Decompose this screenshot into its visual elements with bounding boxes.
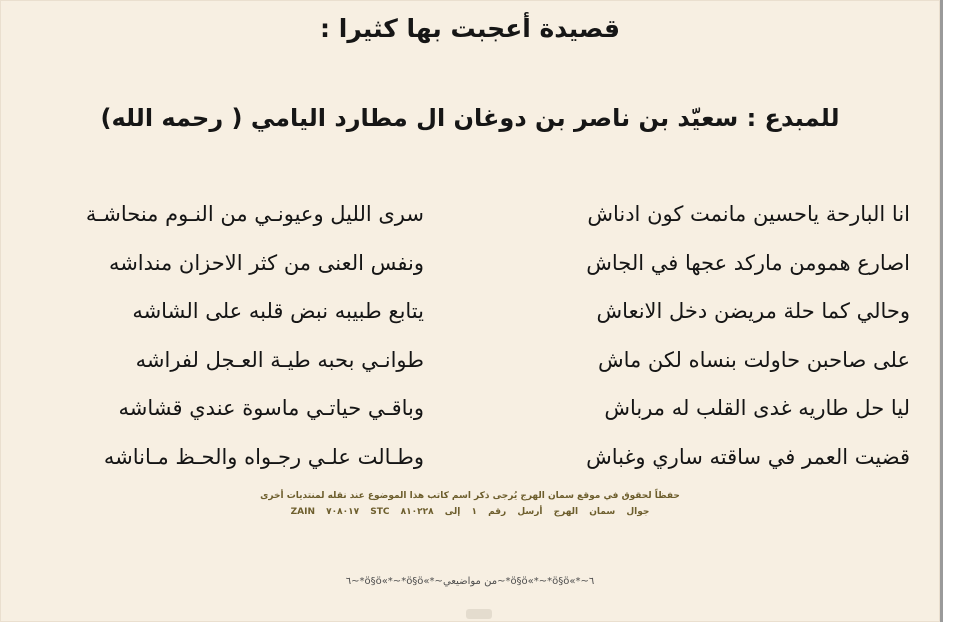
verse-second-hemistich: يتابع طبيبه نبض قلبه علی الشاشه — [132, 299, 424, 324]
verse-second-hemistich: وطـالت علـي رجـواه والحـظ مـاناشه — [103, 444, 424, 469]
verse-second-hemistich: ونفس العنی من کثر الاحزان منداشه — [108, 250, 424, 275]
forum-footer-text: ٦~*ö§ö«*~*ö§ö«*~من مواضيعي~*ö§ö«*~*ö§ö«*~٦ — [345, 576, 595, 587]
verse-row — [0, 287, 940, 336]
verse-first-hemistich: اصارع همومن مارکد عجها في الجاش — [586, 250, 910, 275]
verse-row — [0, 239, 940, 288]
page-edge-strip — [943, 0, 954, 622]
sms-line: جوال سمان الهرج أرسل رقم ١ إلى ٨١٠٢٢٨ STC ٧٠٨٠١٧ ZAIN — [290, 507, 650, 517]
verse-row — [0, 433, 940, 482]
verse-first-hemistich: انا البارحة ياحسين مانمت كون ادناش — [587, 202, 910, 227]
poem-title: قصيدة أعجبت بها كثيرا : — [320, 14, 620, 43]
verse-row — [0, 384, 940, 433]
verse-first-hemistich: علی صاحبن حاولت بنساه لكن ماش — [597, 347, 910, 372]
verse-first-hemistich: قضيت العمر في ساقته ساري وغباش — [586, 444, 910, 469]
verse-first-hemistich: ليا حل طاريه غدى القلب له مرباش — [604, 396, 910, 421]
verse-first-hemistich: وحالي كما حلة مريضن دخل الانعاش — [596, 299, 910, 324]
verse-row — [0, 190, 940, 239]
verse-second-hemistich: طوانـي بحبه طيـة العـجل لفراشه — [135, 347, 424, 372]
poet-name: للمبدع : سعيّد بن ناصر بن دوغان ال مطارد اليامي ( رحمه الله) — [100, 104, 840, 132]
copyright-line: حفظاً لحقوق في موقع سمان الهرج يُرجى ذكر اسم كاتب هذا الموضوع عند نقله لمنتديات أخرى — [260, 491, 680, 501]
verse-row — [0, 336, 940, 385]
copyright-notice — [0, 488, 940, 520]
bottom-scan-mark — [466, 609, 492, 619]
verse-second-hemistich: وباقـي حياتـي ماسوة عندي قشاشه — [118, 396, 424, 421]
verse-second-hemistich: سرى الليل وعيونـي من النـوم منحاشـة — [85, 202, 424, 227]
poem-body — [0, 190, 940, 481]
